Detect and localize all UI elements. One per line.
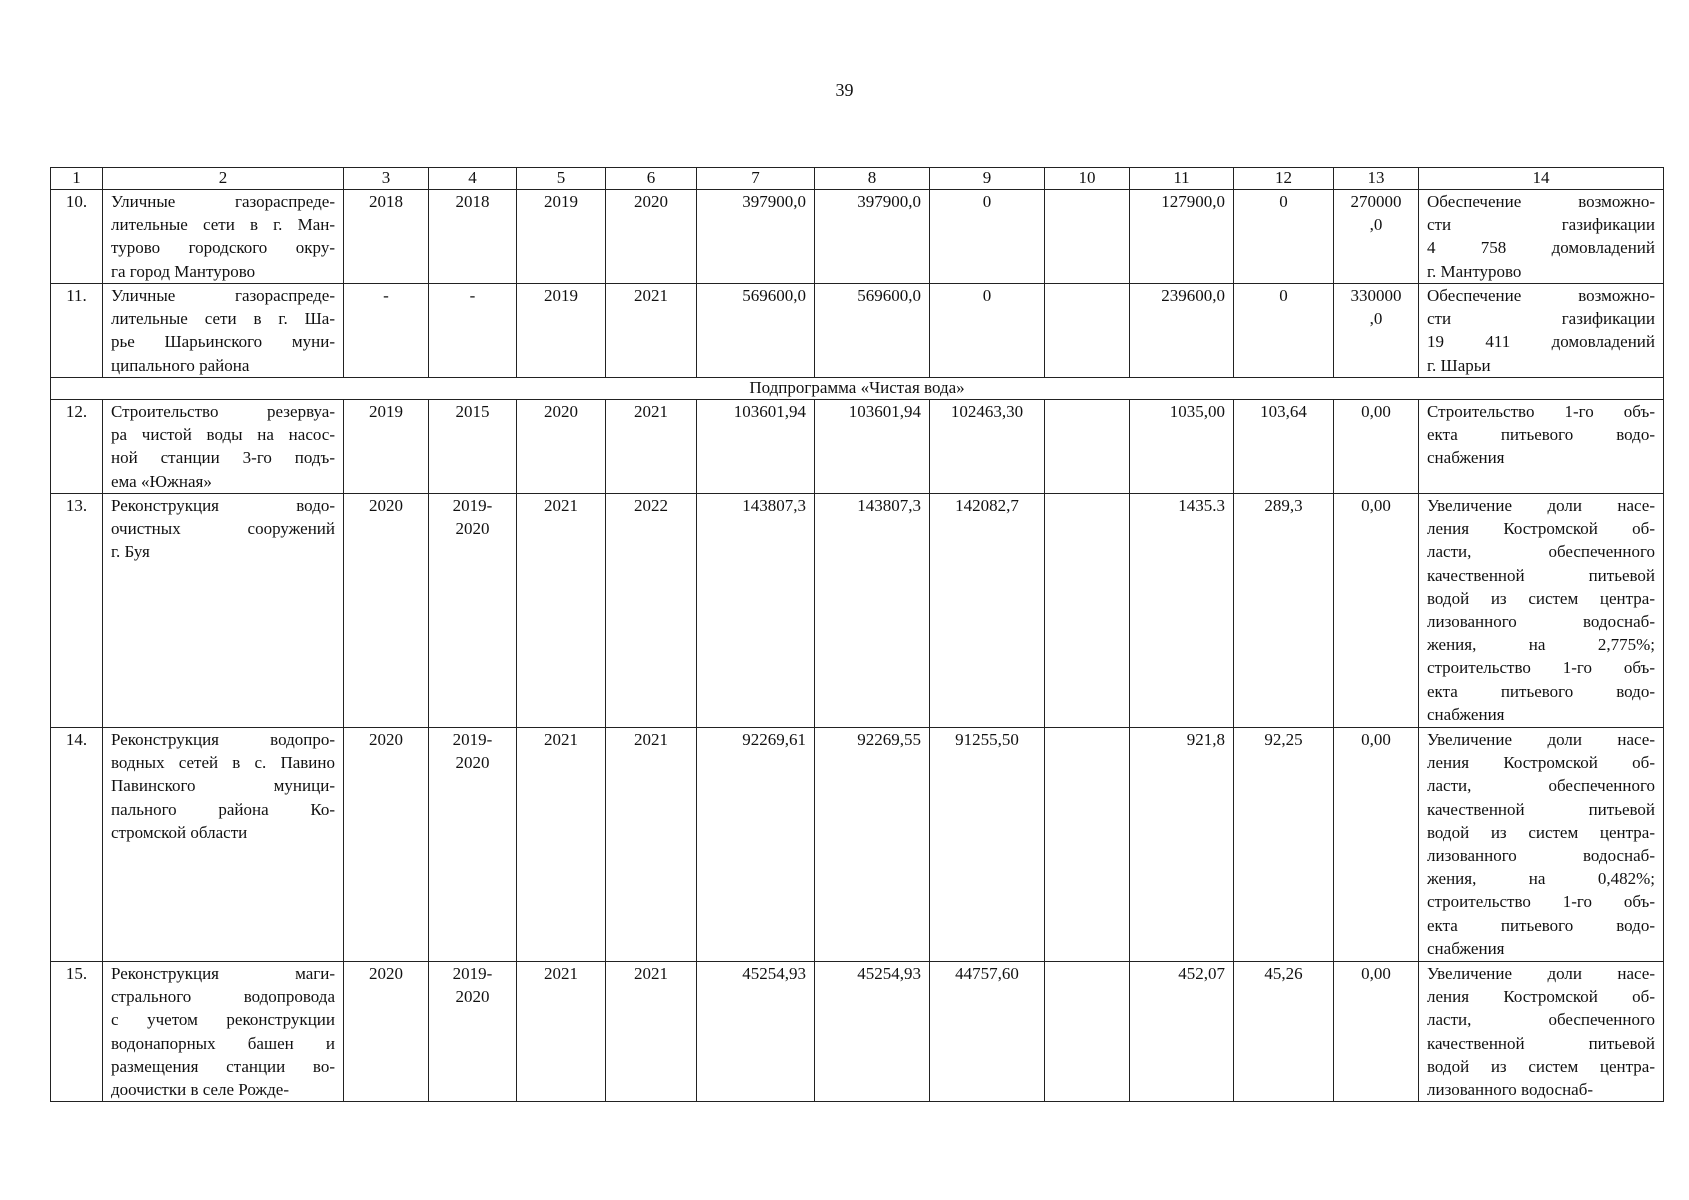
expected-result-line: строительство 1-го объ- [1427, 892, 1655, 912]
expected-result [1419, 400, 1664, 494]
expected-result-line: ления Костромской об- [1427, 519, 1655, 539]
amount-col-9: 102463,30 [930, 400, 1045, 494]
year-col-4-line: 2020 [455, 519, 490, 539]
expected-result-line: Увеличение доли насе- [1427, 964, 1655, 983]
object-name-line: Уличные газораспреде- [111, 286, 335, 305]
amount-col-13-line: 270000 [1350, 192, 1402, 211]
row-number: 11. [51, 284, 103, 378]
amount-col-11: 1035,00 [1130, 400, 1234, 494]
column-header: 8 [815, 168, 930, 190]
amount-col-7: 45254,93 [697, 962, 815, 1102]
column-header: 6 [606, 168, 697, 190]
amount-col-9: 0 [930, 284, 1045, 378]
year-col-4-line: 2019- [452, 496, 493, 515]
expected-result-line: водой из систем центра- [1427, 822, 1655, 842]
expected-result-line: водой из систем центра- [1427, 1056, 1655, 1076]
object-name-line: га город Мантурово [111, 261, 256, 281]
year-col-6: 2021 [606, 962, 697, 1102]
year-col-4-line: 2019- [452, 730, 493, 749]
object-name-line: Реконструкция водопро- [111, 730, 335, 749]
year-col-5: 2021 [517, 494, 606, 728]
row-number: 14. [51, 728, 103, 962]
column-header: 5 [517, 168, 606, 190]
object-name [103, 728, 344, 962]
amount-col-11: 127900,0 [1130, 190, 1234, 284]
year-col-4 [429, 400, 517, 494]
expected-result-line: г. Мантурово [1427, 261, 1522, 281]
expected-result-line: качественной питьевой [1427, 799, 1655, 819]
year-col-5: 2021 [517, 962, 606, 1102]
object-name [103, 284, 344, 378]
year-col-4-line: 2020 [455, 987, 490, 1007]
column-header: 9 [930, 168, 1045, 190]
amount-col-7: 143807,3 [697, 494, 815, 728]
object-name-line: ципального района [111, 355, 250, 375]
expected-result-line: ления Костромской об- [1427, 753, 1655, 773]
column-header: 3 [344, 168, 429, 190]
amount-col-8: 45254,93 [815, 962, 930, 1102]
amount-col-11: 921,8 [1130, 728, 1234, 962]
object-name-line: Реконструкция маги- [111, 964, 335, 983]
amount-col-8: 103601,94 [815, 400, 930, 494]
amount-col-13-line: 0,00 [1361, 730, 1391, 749]
amount-col-12: 103,64 [1234, 400, 1334, 494]
expected-result-line: жения, на 2,775%; [1427, 635, 1655, 655]
amount-col-8: 92269,55 [815, 728, 930, 962]
year-col-3: 2019 [344, 400, 429, 494]
expected-result-line: ласти, обеспеченного [1427, 776, 1655, 796]
amount-col-8: 569600,0 [815, 284, 930, 378]
column-header: 12 [1234, 168, 1334, 190]
object-name-line: водонапорных башен и [111, 1033, 335, 1053]
table-row [51, 190, 1664, 284]
year-col-4 [429, 962, 517, 1102]
section-row [51, 378, 1664, 400]
column-number-row [51, 168, 1664, 190]
object-name-line: стромской области [111, 822, 248, 842]
year-col-5: 2021 [517, 728, 606, 962]
year-col-4 [429, 190, 517, 284]
year-col-3: - [344, 284, 429, 378]
row-number: 12. [51, 400, 103, 494]
year-col-4 [429, 284, 517, 378]
column-header: 14 [1419, 168, 1664, 190]
amount-col-13 [1334, 190, 1419, 284]
expected-result-line: водой из систем центра- [1427, 588, 1655, 608]
amount-col-10 [1045, 962, 1130, 1102]
expected-result-line: качественной питьевой [1427, 1033, 1655, 1053]
amount-col-13 [1334, 400, 1419, 494]
row-number: 15. [51, 962, 103, 1102]
amount-col-13 [1334, 728, 1419, 962]
object-name-line: стрального водопровода [111, 987, 335, 1007]
amount-col-10 [1045, 284, 1130, 378]
amount-col-8: 397900,0 [815, 190, 930, 284]
year-col-3: 2020 [344, 728, 429, 962]
expected-result [1419, 962, 1664, 1102]
table-row [51, 400, 1664, 494]
amount-col-11: 452,07 [1130, 962, 1234, 1102]
year-col-6: 2021 [606, 728, 697, 962]
object-name-line: Строительство резервуа- [111, 402, 335, 421]
year-col-4 [429, 728, 517, 962]
year-col-4-line: 2018 [455, 192, 490, 211]
column-header: 11 [1130, 168, 1234, 190]
amount-col-13-line: 0,00 [1361, 964, 1391, 983]
expected-result-line: снабжения [1427, 938, 1505, 958]
amount-col-10 [1045, 400, 1130, 494]
object-name-line: пального района Ко- [111, 799, 335, 819]
year-col-3: 2020 [344, 494, 429, 728]
section-title: Подпрограмма «Чистая вода» [51, 378, 1664, 400]
expected-result [1419, 190, 1664, 284]
expected-result-line: сти газификации [1427, 215, 1655, 235]
expected-result-line: Обеспечение возможно- [1427, 192, 1655, 211]
expected-result-line: снабжения [1427, 448, 1505, 468]
object-name-line: размещения станции во- [111, 1056, 335, 1076]
expected-result [1419, 284, 1664, 378]
column-header: 7 [697, 168, 815, 190]
object-name [103, 190, 344, 284]
object-name-line: турово городского окру- [111, 238, 335, 258]
expected-result-line: г. Шарьи [1427, 355, 1491, 375]
column-header: 2 [103, 168, 344, 190]
expected-result-line: качественной питьевой [1427, 565, 1655, 585]
year-col-4-line: 2015 [455, 402, 490, 421]
object-name-line: Реконструкция водо- [111, 496, 335, 515]
year-col-6: 2020 [606, 190, 697, 284]
program-table [50, 167, 1664, 1102]
object-name-line: с учетом реконструкции [111, 1010, 335, 1030]
object-name-line: очистных сооружений [111, 519, 335, 539]
expected-result [1419, 728, 1664, 962]
expected-result-line: ласти, обеспеченного [1427, 542, 1655, 562]
expected-result-line: екта питьевого водо- [1427, 915, 1655, 935]
row-number: 13. [51, 494, 103, 728]
amount-col-7: 397900,0 [697, 190, 815, 284]
expected-result-line: 19 411 домовладений [1427, 332, 1655, 352]
amount-col-9: 44757,60 [930, 962, 1045, 1102]
amount-col-12: 289,3 [1234, 494, 1334, 728]
object-name-line: доочистки в селе Рожде- [111, 1080, 290, 1100]
year-col-6: 2021 [606, 400, 697, 494]
page-number: 39 [835, 80, 854, 100]
column-header: 13 [1334, 168, 1419, 190]
amount-col-9: 142082,7 [930, 494, 1045, 728]
object-name [103, 400, 344, 494]
amount-col-9: 0 [930, 190, 1045, 284]
year-col-6: 2022 [606, 494, 697, 728]
amount-col-13-line: 0,00 [1361, 402, 1391, 421]
amount-col-13 [1334, 494, 1419, 728]
expected-result-line: екта питьевого водо- [1427, 681, 1655, 701]
object-name-line: Павинского муници- [111, 776, 335, 796]
expected-result-line: екта питьевого водо- [1427, 425, 1655, 445]
year-col-6: 2021 [606, 284, 697, 378]
expected-result-line: лизованного водоснаб- [1427, 612, 1655, 632]
expected-result-line: Увеличение доли насе- [1427, 496, 1655, 515]
table-row [51, 284, 1664, 378]
year-col-4-line: 2020 [455, 753, 490, 773]
object-name-line: г. Буя [111, 542, 150, 562]
amount-col-13-line: ,0 [1369, 215, 1383, 235]
expected-result-line: жения, на 0,482%; [1427, 869, 1655, 889]
object-name-line: ной станции 3-го подъ- [111, 448, 335, 468]
table-row [51, 962, 1664, 1102]
object-name-line: лительные сети в г. Ман- [111, 215, 335, 235]
amount-col-12: 0 [1234, 284, 1334, 378]
amount-col-13-line: ,0 [1369, 309, 1383, 329]
amount-col-13 [1334, 284, 1419, 378]
table-row [51, 494, 1664, 728]
year-col-5: 2020 [517, 400, 606, 494]
amount-col-9: 91255,50 [930, 728, 1045, 962]
object-name-line: ра чистой воды на насос- [111, 425, 335, 445]
year-col-4 [429, 494, 517, 728]
object-name-line: Уличные газораспреде- [111, 192, 335, 211]
amount-col-11: 1435.3 [1130, 494, 1234, 728]
row-number: 10. [51, 190, 103, 284]
expected-result-line: лизованного водоснаб- [1427, 846, 1655, 866]
year-col-4-line: - [469, 286, 476, 305]
amount-col-10 [1045, 190, 1130, 284]
expected-result-line: сти газификации [1427, 309, 1655, 329]
expected-result-line: лизованного водоснаб- [1427, 1080, 1594, 1100]
expected-result-line: ласти, обеспеченного [1427, 1010, 1655, 1030]
object-name-line: лительные сети в г. Ша- [111, 309, 335, 329]
expected-result-line: Обеспечение возможно- [1427, 286, 1655, 305]
expected-result-line: 4 758 домовладений [1427, 238, 1655, 258]
amount-col-7: 569600,0 [697, 284, 815, 378]
table-row [51, 728, 1664, 962]
amount-col-11: 239600,0 [1130, 284, 1234, 378]
expected-result-line: снабжения [1427, 704, 1505, 724]
object-name-line: ема «Южная» [111, 471, 212, 491]
amount-col-7: 92269,61 [697, 728, 815, 962]
amount-col-13 [1334, 962, 1419, 1102]
year-col-3: 2018 [344, 190, 429, 284]
column-header: 4 [429, 168, 517, 190]
year-col-3: 2020 [344, 962, 429, 1102]
amount-col-12: 45,26 [1234, 962, 1334, 1102]
object-name [103, 494, 344, 728]
expected-result [1419, 494, 1664, 728]
object-name [103, 962, 344, 1102]
amount-col-13-line: 0,00 [1361, 496, 1391, 515]
amount-col-13-line: 330000 [1350, 286, 1402, 305]
amount-col-8: 143807,3 [815, 494, 930, 728]
year-col-5: 2019 [517, 190, 606, 284]
column-header: 10 [1045, 168, 1130, 190]
expected-result-line: строительство 1-го объ- [1427, 658, 1655, 678]
amount-col-12: 92,25 [1234, 728, 1334, 962]
expected-result-line: ления Костромской об- [1427, 987, 1655, 1007]
amount-col-12: 0 [1234, 190, 1334, 284]
expected-result-line: Строительство 1-го объ- [1427, 402, 1655, 421]
year-col-4-line: 2019- [452, 964, 493, 983]
amount-col-10 [1045, 494, 1130, 728]
object-name-line: водных сетей в с. Павино [111, 753, 335, 773]
amount-col-10 [1045, 728, 1130, 962]
amount-col-7: 103601,94 [697, 400, 815, 494]
year-col-5: 2019 [517, 284, 606, 378]
column-header: 1 [51, 168, 103, 190]
object-name-line: рье Шарьинского муни- [111, 332, 335, 352]
expected-result-line: Увеличение доли насе- [1427, 730, 1655, 749]
